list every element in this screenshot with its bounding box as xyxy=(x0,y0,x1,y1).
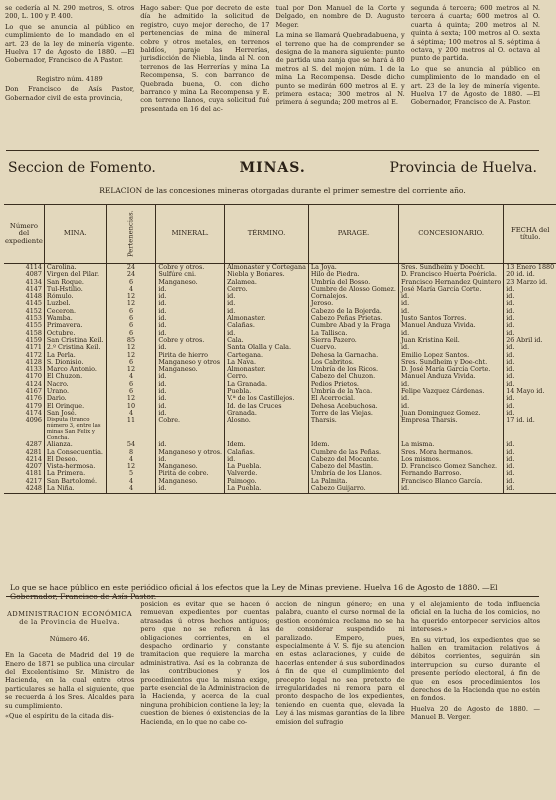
table-cell: Dehesa Acebuchosa. xyxy=(308,403,398,410)
column-header xyxy=(225,205,309,264)
column-header-label: PARAGE. xyxy=(337,229,370,238)
table-cell: Santa Olalla y Cala. xyxy=(225,344,309,351)
table-cell: La Perla. xyxy=(44,352,106,359)
section-title: MINAS. xyxy=(239,160,306,176)
table-cell: id. xyxy=(504,286,556,293)
table-cell: id. xyxy=(504,395,556,402)
table-cell: Sierra Pazero. xyxy=(308,337,398,344)
table-cell: La Niña. xyxy=(44,485,106,494)
table-cell: id. xyxy=(225,293,309,300)
section-right: Provincia de Huelva. xyxy=(389,160,537,176)
bottom-column-2 xyxy=(140,600,269,798)
table-cell: Octubre. xyxy=(44,330,106,337)
table-cell: Alosno. xyxy=(225,417,309,441)
table-cell: id. xyxy=(504,366,556,373)
table-row xyxy=(4,485,556,494)
table-cell: Cobre y otros. xyxy=(156,337,225,344)
paragraph: y el alejamiento de toda influencia oficial en la lucha de los comicios, no ha querido entorpecer servicios altos intereses.» xyxy=(410,600,540,634)
table-cell: Manuel Anduza Vivida. xyxy=(398,373,503,380)
top-text-columns xyxy=(5,4,540,149)
table-cell: 12 xyxy=(106,366,156,373)
table-cell: 4207 xyxy=(25,462,42,471)
table-cell: Cumbre de Alosso Gomez. xyxy=(308,286,398,293)
table-cell: id. xyxy=(504,381,556,388)
table-cell: Disputa (tranco número 3, entre las minas San Felix y Concha. xyxy=(44,417,106,441)
table-cell: 8 xyxy=(106,449,156,456)
table-cell: 12 xyxy=(106,352,156,359)
table-cell: Pirita de cobre. xyxy=(156,470,225,477)
column-header xyxy=(106,205,156,264)
table-cell: 6 xyxy=(106,381,156,388)
section-heading xyxy=(8,160,537,176)
table-cell: 4096 xyxy=(25,416,42,425)
table-cell: 4214 xyxy=(25,454,42,463)
table-cell: id. xyxy=(398,330,503,337)
table-cell: id. xyxy=(504,300,556,307)
table-cell: id. xyxy=(398,381,503,388)
table-cell: 5 xyxy=(106,470,156,477)
table-cell: 4174 xyxy=(25,408,42,417)
column-header xyxy=(504,205,556,264)
table-cell: 4148 xyxy=(25,292,42,301)
table-cell: 4172 xyxy=(25,350,42,359)
table-cell: Rómulo. xyxy=(44,293,106,300)
table-cell: id. xyxy=(225,456,309,463)
table-cell: id. xyxy=(398,344,503,351)
table-cell: 20 id. id. xyxy=(504,271,556,278)
table-cell: Nacro. xyxy=(44,381,106,388)
table-cell: Puebla. xyxy=(225,388,309,395)
table-cell: Id. de las Cruces xyxy=(225,403,309,410)
table-cell: Umbría de los Llanos. xyxy=(308,470,398,477)
table-cell: 6 xyxy=(106,330,156,337)
table-cell: 4087 xyxy=(25,270,42,279)
paragraph: posicion es evitar que se hacen ó remuevan expedientes por cuentas atrasadas ú otros hechos antiguos; pero que no se refieren á las obligaciones corrientes, en el despacho ordinario y constante tramitacion que requiere la marcha administrativa. Así es la cobranza de las contribuciones y los procedimientos que la misma exige, parte esencial de la Administracion de la Hacienda, y acerca de la cual ninguna prohibicion contiene la ley; la cuestion de bienes ó existencias de la Hacienda, en lo que no cabe co- xyxy=(140,600,270,726)
table-cell: Umbría de la Yaca. xyxy=(308,388,398,395)
table-cell: 12 xyxy=(106,463,156,470)
table-cell: Cabezo del Chuzon. xyxy=(308,373,398,380)
table-cell: Los mismos. xyxy=(398,456,503,463)
table-cell: D. Francisco Huerta Poéricla. xyxy=(398,271,503,278)
table-cell: 4 xyxy=(106,478,156,485)
table-cell: Cerro. xyxy=(225,373,309,380)
paragraph: Lo que se anuncia al público en cumplimiento de lo mandado en el art. 23 de la ley de minería vigente. Huelva 17 de Agosto de 1880. —El Gobernador, Francisco de A. Pastor. xyxy=(410,64,540,107)
table-cell: D. José María García Corte. xyxy=(398,366,503,373)
table-cell: id. xyxy=(156,441,225,448)
column-header-label: CONCESIONARIO. xyxy=(418,229,484,238)
table-cell: Sres. Sundheim y Doe-cht. xyxy=(398,359,503,366)
table-cell: id. xyxy=(156,456,225,463)
table-cell: La Puebla. xyxy=(225,485,309,494)
table-cell: id. xyxy=(225,308,309,315)
table-cell: La Puebla. xyxy=(225,463,309,470)
table-cell: id. xyxy=(504,485,556,494)
table-cell: 85 xyxy=(106,337,156,344)
table-cell: Cabezo del Mastin. xyxy=(308,463,398,470)
table-cell: Cobre y otros. xyxy=(156,264,225,272)
table-cell: Torre de las Viejas. xyxy=(308,410,398,417)
table-cell: 26 Abril id. xyxy=(504,337,556,344)
table-cell: Calañas. xyxy=(225,449,309,456)
table-cell: id. xyxy=(156,410,225,417)
table-cell: id. xyxy=(156,344,225,351)
table-cell: 54 xyxy=(106,441,156,448)
table-cell: 4167 xyxy=(25,387,42,396)
column-header-label: MINERAL. xyxy=(171,229,209,238)
table-cell: Almonaster. xyxy=(225,366,309,373)
table-cell: Francisco Blanco García. xyxy=(398,478,503,485)
table-cell: id. xyxy=(156,308,225,315)
paragraph: Huelva 20 de Agosto de 1880. —Manuel B. Verger. xyxy=(410,704,540,722)
table-cell: 4179 xyxy=(25,401,42,410)
top-column-2 xyxy=(140,4,269,149)
table-cell: 4134 xyxy=(25,277,42,286)
table-cell: Cabezo del Mocante. xyxy=(308,456,398,463)
table-cell: Juan Dominguez Gomez. xyxy=(398,410,503,417)
table-cell: Cerro. xyxy=(225,286,309,293)
table-cell: Umbría de los Ricos. xyxy=(308,366,398,373)
table-cell: Dehesa la Garnacha. xyxy=(308,352,398,359)
table-cell: 23 Marzo id. xyxy=(504,279,556,286)
mining-concessions-table xyxy=(4,204,556,494)
table-cell: Ceceron. xyxy=(44,308,106,315)
table-cell: id. xyxy=(398,308,503,315)
table-cell: 6 xyxy=(106,322,156,329)
table-cell: La Nava. xyxy=(225,359,309,366)
table-cell: Cornalejos. xyxy=(308,293,398,300)
table-cell: El Chuzon. xyxy=(44,373,106,380)
column-header-label: TÉRMINO. xyxy=(247,229,286,238)
table-cell: Cala. xyxy=(225,337,309,344)
table-cell: 10 xyxy=(106,403,156,410)
table-cell: Cartegana. xyxy=(225,352,309,359)
table-cell: Virgen del Pilar. xyxy=(44,271,106,278)
table-cell: id. xyxy=(504,344,556,351)
table-cell: id. xyxy=(225,300,309,307)
table-cell: La Palmita. xyxy=(308,478,398,485)
paragraph: accion de ningun género; en una palabra, cuanto el curso normal de la gestion económica reclama no se ha de considerar suspendido ni paralizado. Empero, pues, especialmente á V. S. fije su atencion en estas aclaraciones, y cuide de hacerlas entender á sus subordinados á fin de que el cumplimiento del precepto legal no sea pretexto de irregularidades ni remora para el pronto despacho de los expedientes, teniendo en cuenta que, elevada la Ley á las mismas garantías de la libre emision del sufragio xyxy=(275,600,405,726)
table-cell: Cabezo de la Bojerda. xyxy=(308,308,398,315)
paragraph: Hago saber: Que por decreto de este día he admitido la solicitud de registro, cuyo mejor derecho, de 17 pertenencias de mina de mineral cobre y otros metales, en terrenos baldíos, paraje las Herrerías, jurisdicción de Niebla, linda al N. con terrenos de las Herrerías y mina La Recompensa, S. con barranco de Quebrada buena, O. con dicho barranco y mina La Recompensa y E. con terreno llanos, cuya solicitud fué presentada en 16 del ac- xyxy=(140,4,270,113)
table-cell: José María García Corte. xyxy=(398,286,503,293)
table-cell: 4153 xyxy=(25,314,42,323)
table-cell: Manganeso y otros xyxy=(156,359,225,366)
table-cell: 4 xyxy=(106,456,156,463)
publication-note: Lo que se hace público en este periódico oficial á los efectos que la Ley de Minas previene. Huelva 16 de Agosto de 1880. —El Gobernador, Francisco de Asís Pastor. xyxy=(10,583,498,601)
table-cell: Vista-hermosa. xyxy=(44,463,106,470)
table-cell: D. Francisco Gomez Sanchez. xyxy=(398,463,503,470)
table-cell: Umbría del Bosso. xyxy=(308,279,398,286)
table-cell: Tharsis. xyxy=(308,417,398,441)
table-cell: Manganeso y otros. xyxy=(156,449,225,456)
table-cell: id. xyxy=(398,395,503,402)
table-cell: Paimogo. xyxy=(225,478,309,485)
bottom-column-3 xyxy=(276,600,405,798)
table-cell: Manuel Anduza Vivida. xyxy=(398,322,503,329)
table-cell: Zalamea. xyxy=(225,279,309,286)
paragraph: Don Francisco de Asís Pastor, Gobernador civil de esta provincia, xyxy=(5,85,135,102)
table-cell: 4124 xyxy=(25,379,42,388)
table-cell: San Roque. xyxy=(44,279,106,286)
table-cell: 24 xyxy=(106,271,156,278)
column-header xyxy=(398,205,503,264)
table-row xyxy=(4,478,556,485)
relacion-caption: RELACION de las concesiones mineras otorgadas durante el primer semestre del corriente año. xyxy=(99,186,466,195)
table-cell: 4 xyxy=(106,485,156,494)
table-cell: id. xyxy=(156,286,225,293)
table-cell: Cabezo Guijarro. xyxy=(308,485,398,494)
table-cell: Pedios Prietos. xyxy=(308,381,398,388)
table-cell: 6 xyxy=(106,308,156,315)
registro-heading: Registro núm. 4189 xyxy=(36,74,103,83)
table-cell: id. xyxy=(156,373,225,380)
table-cell: Idem. xyxy=(225,441,309,448)
top-column-3 xyxy=(276,4,405,149)
table-cell: 4152 xyxy=(25,306,42,315)
divider xyxy=(6,150,539,151)
table-cell: San Bartolomé. xyxy=(44,478,106,485)
administracion-heading: ADMINISTRACION ECONÓMICA de la Provincia de Huelva. xyxy=(7,610,133,627)
table-cell: 6 xyxy=(106,359,156,366)
table-cell: Wamba. xyxy=(44,315,106,322)
table-cell: id. xyxy=(398,485,503,494)
section-left: Seccion de Fomento. xyxy=(8,160,156,176)
table-cell: Granada. xyxy=(225,410,309,417)
table-cell: id. xyxy=(504,308,556,315)
table-cell: id. xyxy=(398,403,503,410)
top-column-4 xyxy=(411,4,540,149)
table-cell: Manganeso. xyxy=(156,279,225,286)
table-row xyxy=(4,286,556,293)
table-cell: id. xyxy=(156,381,225,388)
table-cell: Empresa Tharsis. xyxy=(398,417,503,441)
table-cell: 4159 xyxy=(25,335,42,344)
table-cell: 12 xyxy=(106,293,156,300)
table-cell: Idem. xyxy=(308,441,398,448)
table-cell: 4171 xyxy=(25,343,42,352)
table-cell: Cumbre de las Peñas. xyxy=(308,449,398,456)
table-cell: La Primera. xyxy=(44,470,106,477)
column-header xyxy=(308,205,398,264)
table-row xyxy=(4,300,556,307)
table-row xyxy=(4,322,556,329)
table-cell: id. xyxy=(156,395,225,402)
table-cell: Jeroso. xyxy=(308,300,398,307)
table-cell: id. xyxy=(156,330,225,337)
table-cell: id. xyxy=(156,322,225,329)
table-cell: id. xyxy=(504,403,556,410)
table-cell: Manganeso. xyxy=(156,478,225,485)
table-cell: id. xyxy=(504,322,556,329)
table-cell: 4155 xyxy=(25,321,42,330)
table-cell: id. xyxy=(504,463,556,470)
table-cell: Emilio Lopez Santos. xyxy=(398,352,503,359)
table-cell: 4176 xyxy=(25,394,42,403)
column-header-label: MINA. xyxy=(63,229,87,238)
table-cell: 4 xyxy=(106,286,156,293)
bottom-column-4 xyxy=(411,600,540,798)
table-cell: 4 xyxy=(106,410,156,417)
table-cell: id. xyxy=(504,470,556,477)
table-cell: Dario. xyxy=(44,395,106,402)
table-cell: Niebla y Bonares. xyxy=(225,271,309,278)
table-cell: 4145 xyxy=(25,299,42,308)
table-cell: Sres. Mora hermanos. xyxy=(398,449,503,456)
table-cell: Fernando Barroso. xyxy=(398,470,503,477)
paragraph: «Que el espíritu de la citada dis- xyxy=(5,712,114,721)
table-cell: 4248 xyxy=(4,485,44,494)
table-cell: id. xyxy=(156,403,225,410)
table-cell: id. xyxy=(504,373,556,380)
table-cell: Tul-Hstilio. xyxy=(44,286,106,293)
table-cell: Alianza. xyxy=(44,441,106,448)
table-cell: 4287 xyxy=(25,440,42,449)
paragraph: Lo que se anuncia al público en cumplimiento de lo mandado en el art. 23 de la ley de minería vigente. Huelva 17 de Agosto de 1880. —El Gobernador, Francisco de A Pastor. xyxy=(5,22,135,65)
table-row xyxy=(4,449,556,456)
table-cell: Manganeso. xyxy=(156,463,225,470)
table-cell: Cobre. xyxy=(156,417,225,441)
table-cell: Calañas. xyxy=(225,322,309,329)
table-cell: Almonaster. xyxy=(225,315,309,322)
table-cell: Cuervo. xyxy=(308,344,398,351)
table-cell: Manganeso. xyxy=(156,366,225,373)
table-cell: id. xyxy=(504,478,556,485)
table-cell: id. xyxy=(156,300,225,307)
table-cell: La Joya. xyxy=(308,264,398,272)
paragraph: En su virtud, los expedientes que se hallen en tramitacion relativos á débitos corrientes, seguirán sin interrupcion su curso durante el presente período electoral, á fin de que en esos procedimientos los derechos de la Hacienda que no estén en fondos. xyxy=(410,635,540,703)
table-cell: Urano. xyxy=(44,388,106,395)
table-cell: Valverde. xyxy=(225,470,309,477)
table-row xyxy=(4,373,556,380)
table-cell: Francisco Hernandez Quintero xyxy=(398,279,503,286)
table-cell: Hilo de Piedra. xyxy=(308,271,398,278)
table-cell: 12 xyxy=(106,395,156,402)
table-cell: 4133 xyxy=(25,365,42,374)
table-cell: V.ª de los Castillejos. xyxy=(225,395,309,402)
table-cell: id. xyxy=(504,352,556,359)
table-cell: Juan Kristina Keil. xyxy=(398,337,503,344)
table-cell: id. xyxy=(156,388,225,395)
column-header xyxy=(44,205,106,264)
table-cell: 24 xyxy=(106,264,156,272)
table-cell: id. xyxy=(156,293,225,300)
table-cell: 6 xyxy=(106,315,156,322)
table-header-row xyxy=(4,205,556,264)
table-cell: La Tallisca. xyxy=(308,330,398,337)
table-row xyxy=(4,417,556,441)
table-cell: Justo Santos Torres. xyxy=(398,315,503,322)
table-cell: La Granada. xyxy=(225,381,309,388)
table-cell: 14 Mayo id. xyxy=(504,388,556,395)
table-cell: 4170 xyxy=(25,372,42,381)
table-cell: Pirita de hierro xyxy=(156,352,225,359)
paragraph: En la Gaceta de Madrid del 19 de Enero de 1871 se publica una circular del Excelentísimo Sr. Ministro de Hacienda, en la cual entre otros particulares se halla el siguiente, que se recuerda á los Sres. Alcaldes para su cumplimiento. xyxy=(5,651,135,710)
table-cell: id. xyxy=(398,293,503,300)
table-cell: 4281 xyxy=(25,447,42,456)
table-cell: id. xyxy=(504,330,556,337)
table-cell: id. xyxy=(156,485,225,494)
table-cell: id. xyxy=(398,300,503,307)
table-cell: id. xyxy=(504,315,556,322)
bottom-column-1 xyxy=(5,600,134,798)
paragraph: La mina se llamará Quebradabuena, y el terreno que ha de comprender se designa de la manera siguiente: punto de partida una zanja que se hará á 80 metros al S. del mojon núm. 1 de la mina La Recompensa. Desde dicho punto se medirán 600 metros al E. y primera estaca; 300 metros al N. primera á segunda; 200 metros al E. xyxy=(275,31,405,107)
table-cell: id. xyxy=(504,410,556,417)
divider xyxy=(6,596,539,597)
table-cell: S. Dionisio. xyxy=(44,359,106,366)
table-cell: Primavera. xyxy=(44,322,106,329)
table-row xyxy=(4,463,556,470)
table-cell: id. xyxy=(156,315,225,322)
table-cell: San Cristina Keil. xyxy=(44,337,106,344)
table-cell: Sres. Sundheim y Doecht. xyxy=(398,264,503,272)
table-cell: 12 xyxy=(106,344,156,351)
table-cell: 2.º Cristina Keil. xyxy=(44,344,106,351)
table-cell: 4147 xyxy=(25,284,42,293)
table-cell: Los Cabritos. xyxy=(308,359,398,366)
paragraph: segunda á tercera; 600 metros al N. tercera á cuarta; 600 metros al O. cuarta á quinta; 200 metros al N. quinta á sexta; 100 metros al O. sexta á séptima; 100 metros al S. séptima á octava, y 200 metros al O. octava al punto de partida. xyxy=(410,4,540,63)
table-cell: La Consecuentia. xyxy=(44,449,106,456)
table-cell: 4217 xyxy=(25,476,42,485)
table-cell: 4128 xyxy=(25,357,42,366)
table-cell: La misma. xyxy=(398,441,503,448)
table-cell: 4114 xyxy=(25,263,42,271)
table-cell: Sulfúre cni. xyxy=(156,271,225,278)
paragraph: tual por Don Manuel de la Corte y Delgado, en nombre de D. Augusto Meger. xyxy=(275,4,405,29)
column-header xyxy=(156,205,225,264)
table-cell: id. xyxy=(504,456,556,463)
table-cell: Cabezo Peñas Prietas. xyxy=(308,315,398,322)
table-cell: 17 id. id. xyxy=(504,417,556,441)
table-cell: Marco Antonio. xyxy=(44,366,106,373)
table-cell: 12 xyxy=(106,300,156,307)
table-row xyxy=(4,293,556,300)
column-header-label: FECHA del título. xyxy=(510,225,550,241)
table-cell: Carolina. xyxy=(44,264,106,272)
column-header-label: Pertenencias. xyxy=(126,210,135,258)
top-column-1 xyxy=(5,4,134,149)
numero-heading: Número 46. xyxy=(49,634,90,643)
table-cell: Cumbre Abad y la Fraga xyxy=(308,322,398,329)
table-cell: id. xyxy=(504,441,556,448)
table-cell: 6 xyxy=(106,388,156,395)
table-cell: 6 xyxy=(106,279,156,286)
table-cell: id. xyxy=(504,449,556,456)
table-body xyxy=(4,264,556,494)
table-cell: San José. xyxy=(44,410,106,417)
table-cell: El Orinque. xyxy=(44,403,106,410)
table-cell: 11 xyxy=(106,417,156,441)
table-row xyxy=(4,308,556,315)
column-header xyxy=(4,205,44,264)
table-cell: 4 xyxy=(106,373,156,380)
table-cell: Felipe Vazquez Cárdenas. xyxy=(398,388,503,395)
table-cell: 4181 xyxy=(25,469,42,478)
table-cell: Luzbel. xyxy=(44,300,106,307)
paragraph: se cedería al N. 290 metros, S. otros 200, L. 100 y P. 400. xyxy=(5,4,135,21)
column-header-label: Número del expediente xyxy=(5,222,43,245)
table-cell: El Acerrocial. xyxy=(308,395,398,402)
table-cell: 4158 xyxy=(25,328,42,337)
table-cell: id. xyxy=(504,293,556,300)
table-cell: Almonaster y Cortegana xyxy=(225,264,309,272)
table-cell: id. xyxy=(504,359,556,366)
table-row xyxy=(4,344,556,351)
table-cell: El Deseo. xyxy=(44,456,106,463)
bottom-text-columns xyxy=(5,600,540,798)
table-cell: id. xyxy=(225,330,309,337)
table-cell: 13 Enero 1880 xyxy=(504,264,556,272)
